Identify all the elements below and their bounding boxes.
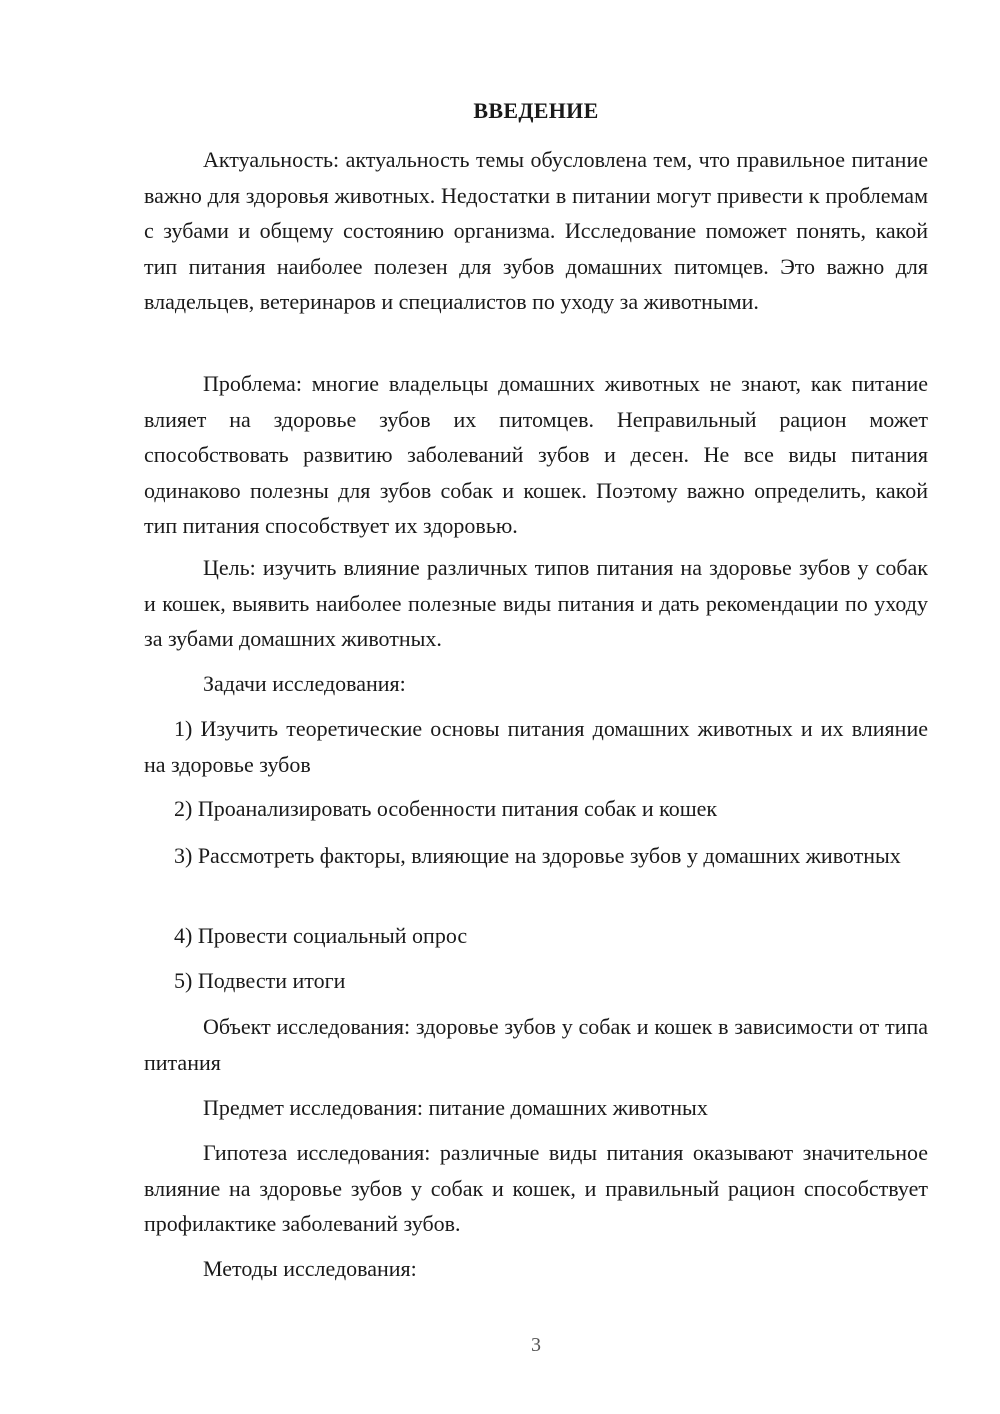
paragraph-problem: Проблема: многие владельцы домашних животных не знают, как питание влияет на здоровье зубов их питомцев. Неправильный рацион может способствовать развитию заболеваний зубов и десен. Не все виды питания одинаково полезны для зубов собак и кошек. Поэтому важно определить, какой тип питания способствует их здоровью. — [144, 371, 928, 538]
paragraph-methods: Методы исследования: — [203, 1256, 417, 1281]
paragraph-hypothesis: Гипотеза исследования: различные виды питания оказывают значительное влияние на здоровье зубов у собак и кошек, и правильный рацион способствует профилактике заболеваний зубов. — [144, 1140, 928, 1236]
tasks-heading: Задачи исследования: — [203, 671, 406, 696]
page-number: 3 — [531, 1334, 541, 1356]
page-title: ВВЕДЕНИЕ — [473, 98, 599, 123]
paragraph-goal: Цель: изучить влияние различных типов питания на здоровье зубов у собак и кошек, выявить наиболее полезные виды питания и дать рекомендации по уходу за зубами домашних животных. — [144, 555, 928, 651]
task-item-2: 2) Проанализировать особенности питания собак и кошек — [174, 796, 718, 821]
task-item-5: 5) Подвести итоги — [174, 968, 346, 993]
paragraph-relevance: Актуальность: актуальность темы обусловлена тем, что правильное питание важно для здоровья животных. Недостатки в питании могут привести к проблемам с зубами и общему состоянию организма. Исследование поможет понять, какой тип питания наиболее полезен для зубов домашних питомцев. Это важно для владельцев, ветеринаров и специалистов по уходу за животными. — [144, 147, 928, 314]
task-item-3: 3) Рассмотреть факторы, влияющие на здоровье зубов у домашних животных — [174, 843, 901, 868]
paragraph-subject: Предмет исследования: питание домашних животных — [203, 1095, 708, 1120]
task-item-4: 4) Провести социальный опрос — [174, 923, 468, 948]
paragraph-object: Объект исследования: здоровье зубов у собак и кошек в зависимости от типа питания — [144, 1014, 928, 1075]
task-item-1: 1) Изучить теоретические основы питания домашних животных и их влияние на здоровье зубов — [144, 716, 928, 777]
